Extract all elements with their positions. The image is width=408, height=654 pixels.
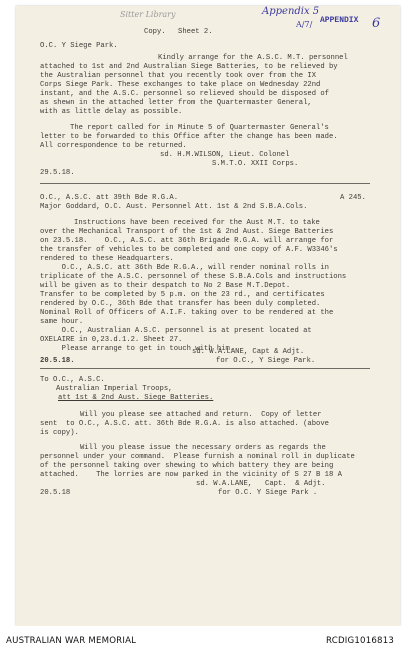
memo2-body-line: Instructions have been received for the Aust M.T. to take bbox=[74, 219, 320, 227]
memo2-body-line: Transfer to be completed by 5 p.m. on the 23 rd., and certificates bbox=[40, 291, 325, 299]
appendix-stamp: APPENDIX bbox=[320, 16, 359, 25]
memo3-para2-line: Will you please issue the necessary orders as regards the bbox=[80, 444, 326, 452]
memo2-body-line: O.C., Australian A.S.C. personnel is at present located at bbox=[40, 327, 312, 335]
section-divider bbox=[40, 368, 370, 369]
memo1-para1-line: with as little delay as possible. bbox=[40, 108, 183, 116]
memo1-signature-unit: S.M.T.O. XXII Corps. bbox=[212, 160, 299, 168]
memo2-body-line: rendered to these Headquarters. bbox=[40, 255, 174, 263]
memo2-date: 20.5.18. bbox=[40, 357, 75, 365]
memo1-date: 29.5.18. bbox=[40, 169, 75, 177]
memo3-para2-line: personnel under your command. Please furnish a nominal roll in duplicate bbox=[40, 453, 355, 461]
memo2-body-line: rendered by O.C., 36th Bde that transfer has been duly completed. bbox=[40, 300, 321, 308]
handwritten-library-note: Sitter Library bbox=[120, 10, 176, 19]
memo2-signature: sd. W.A.LANE, Capt & Adjt. bbox=[192, 348, 305, 356]
sheet-label: Sheet 2. bbox=[178, 28, 213, 36]
memo1-para1-line: attached to 1st and 2nd Australian Siege Batteries, to be relieved by bbox=[40, 63, 338, 71]
copy-label: Copy. bbox=[144, 28, 166, 36]
memo1-para2-line: letter to be forwarded to this Office after the change has been made. bbox=[40, 133, 338, 141]
memo2-body-line: Please arrange to get in touch with him. bbox=[40, 345, 235, 353]
memo1-para1-line: Corps Siege Park. These exchanges to take place on Wednesday 22nd bbox=[40, 81, 321, 89]
memo2-body-line: the transfer of vehicles to be completed and one copy of A.F. W3346's bbox=[40, 246, 338, 254]
memo3-para2-line: attached. The lorries are now parked in the vicinity of S 27 B 18 A bbox=[40, 471, 342, 479]
memo2-body-line: on 23.5.18. O.C., A.S.C. att 36th Brigade R.G.A. will arrange for bbox=[40, 237, 334, 245]
memo1-para2-line: All correspondence to be returned. bbox=[40, 142, 187, 150]
margin-number: 6 bbox=[372, 16, 381, 31]
memo2-signature-for: for O.C., Y Siege Park. bbox=[216, 357, 316, 365]
memo2-addressee: O.C., A.S.C. att 39th Bde R.G.A. bbox=[40, 194, 179, 202]
footer-institution: AUSTRALIAN WAR MEMORIAL bbox=[6, 636, 137, 646]
footer-record-id: RCDIG1016813 bbox=[326, 636, 395, 646]
memo2-body-line: OXELAIRE in 0,23.d.1.2. Sheet 27. bbox=[40, 336, 183, 344]
memo1-para1-line: the Australian personnel that you recently took over from the IX bbox=[40, 72, 317, 80]
memo2-body-line: same hour. bbox=[40, 318, 84, 326]
memo1-para1-line: Kindly arrange for the A.S.C. M.T. personnel bbox=[158, 54, 348, 62]
memo2-body-line: O.C., A.S.C. att 36th Bde R.G.A., will render nominal rolls in bbox=[40, 264, 329, 272]
memo3-para1-line: is copy). bbox=[40, 429, 79, 437]
memo3-to: att 1st & 2nd Aust. Siege Batteries. bbox=[58, 394, 214, 402]
memo3-to: Australian Imperial Troops, bbox=[56, 385, 173, 393]
memo2-body-line: Nominal Roll of Officers of A.I.F. taking over to be rendered at the bbox=[40, 309, 334, 317]
memo2-body-line: over the Mechanical Transport of the 1st & 2nd Aust. Siege Batteries bbox=[40, 228, 334, 236]
memo1-para1-line: as shewn in the attached letter from the Quartermaster General, bbox=[40, 99, 312, 107]
memo1-addressee: O.C. Y Siege Park. bbox=[40, 42, 118, 50]
memo1-para2-line: The report called for in Minute 5 of Quartermaster General's bbox=[70, 124, 329, 132]
memo3-date: 20.5.18 bbox=[40, 489, 71, 497]
memo3-para1-line: sent to O.C., A.S.C. att. 36th Bde R.G.A. is also attached. (above bbox=[40, 420, 329, 428]
memo1-para1-line: instant, and the A.S.C. personnel so relieved should be disposed of bbox=[40, 90, 329, 98]
appendix-ref: A/7/ bbox=[296, 20, 313, 29]
handwritten-appendix-note: Appendix 5 bbox=[262, 6, 320, 17]
section-divider bbox=[40, 183, 370, 184]
memo2-body-line: triplicate of the A.S.C. personnel of these S.B.A.Cols and instructions bbox=[40, 273, 347, 281]
memo2-ref: A 245. bbox=[340, 194, 366, 202]
memo3-to: To O.C., A.S.C. bbox=[40, 376, 105, 384]
memo3-signature: sd. W.A.LANE, Capt. & Adjt. bbox=[196, 480, 326, 488]
memo2-addressee: Major Goddard, O.C. Aust. Personnel Att. 1st & 2nd S.B.A.Cols. bbox=[40, 203, 308, 211]
memo3-signature-for: for O.C. Y Siege Park . bbox=[218, 489, 318, 497]
memo3-para1-line: Will you please see attached and return. Copy of letter bbox=[80, 411, 322, 419]
memo1-signature: sd. H.M.WILSON, Lieut. Colonel bbox=[160, 151, 290, 159]
memo2-body-line: will be given as to their despatch to No 2 Base M.T.Depot. bbox=[40, 282, 291, 290]
memo3-para2-line: of the personnel taking over shewing to which battery they are being bbox=[40, 462, 334, 470]
